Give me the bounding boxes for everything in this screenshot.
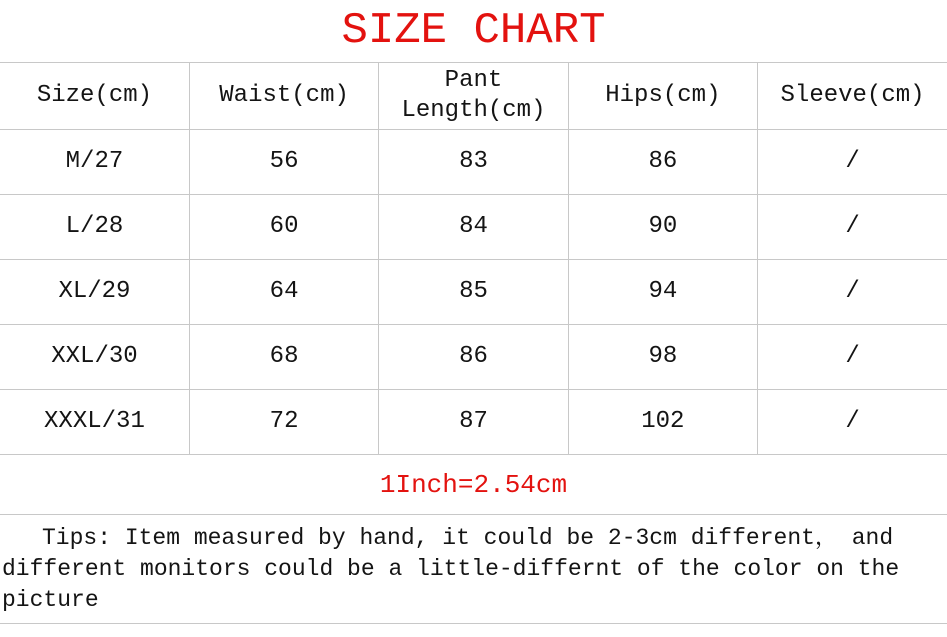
column-header-hips: Hips(cm)	[568, 63, 757, 130]
table-cell-hips: 90	[568, 195, 757, 260]
tips-text: Tips: Item measured by hand, it could be 2-3cm different， and different monitors could be a little-differnt of the color on the picture	[2, 525, 900, 613]
table-cell-pant: 86	[379, 325, 568, 390]
table-cell-sleeve: /	[758, 260, 947, 325]
table-cell-sleeve: /	[758, 325, 947, 390]
page-title: SIZE CHART	[341, 6, 606, 56]
column-header-size: Size(cm)	[0, 63, 189, 130]
table-cell-size: XL/29	[0, 260, 189, 325]
table-cell-hips: 98	[568, 325, 757, 390]
table-cell-hips: 102	[568, 390, 757, 455]
table-cell-hips: 86	[568, 130, 757, 195]
table-cell-size: XXXL/31	[0, 390, 189, 455]
table-cell-size: L/28	[0, 195, 189, 260]
table-cell-hips: 94	[568, 260, 757, 325]
table-row	[0, 195, 947, 260]
bottom-divider	[0, 623, 947, 624]
table-cell-pant: 83	[379, 130, 568, 195]
table-cell-waist: 60	[189, 195, 378, 260]
table-row	[0, 260, 947, 325]
table-cell-waist: 56	[189, 130, 378, 195]
table-cell-pant: 85	[379, 260, 568, 325]
table-cell-sleeve: /	[758, 195, 947, 260]
table-cell-size: M/27	[0, 130, 189, 195]
table-row	[0, 325, 947, 390]
table-cell-waist: 64	[189, 260, 378, 325]
table-cell-sleeve: /	[758, 130, 947, 195]
table-cell-sleeve: /	[758, 390, 947, 455]
table-cell-pant: 87	[379, 390, 568, 455]
table-row	[0, 390, 947, 455]
table-cell-waist: 72	[189, 390, 378, 455]
table-cell-size: XXL/30	[0, 325, 189, 390]
table-cell-waist: 68	[189, 325, 378, 390]
table-header-row	[0, 63, 947, 130]
unit-conversion-note: 1Inch=2.54cm	[0, 455, 947, 515]
table-cell-pant: 84	[379, 195, 568, 260]
column-header-pant-length: Pant Length(cm)	[379, 63, 568, 130]
table-row	[0, 130, 947, 195]
column-header-sleeve: Sleeve(cm)	[758, 63, 947, 130]
column-header-waist: Waist(cm)	[189, 63, 378, 130]
size-table	[0, 62, 947, 455]
